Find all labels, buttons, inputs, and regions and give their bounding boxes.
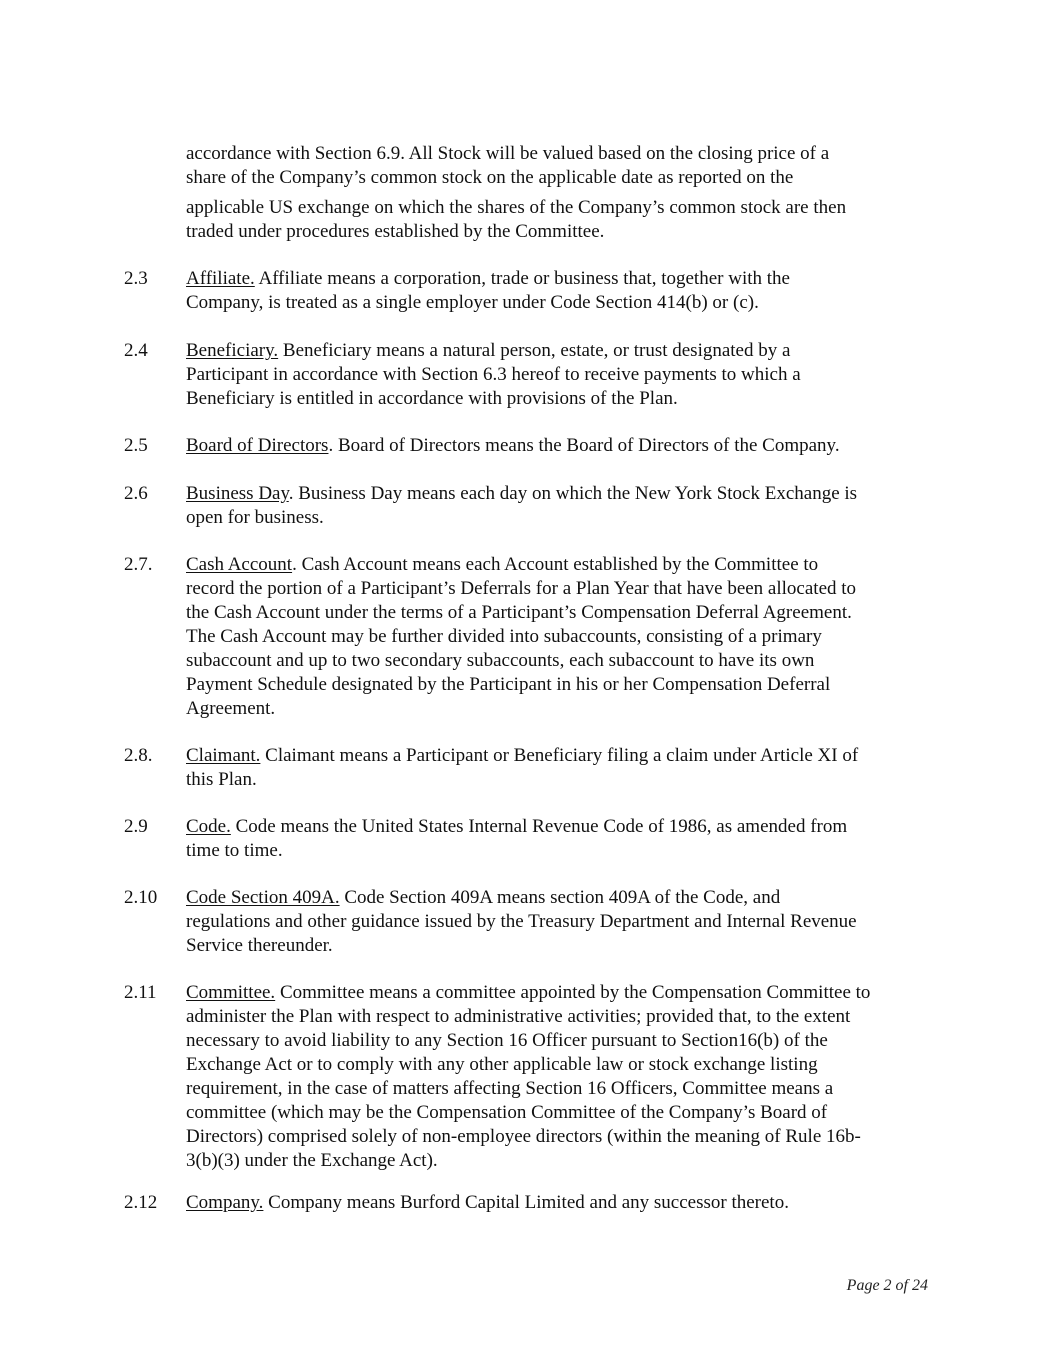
section-text: requirement, in the case of matters affecting Section 16 Officers, Committee means a [186, 1078, 834, 1099]
defined-term: Code. [186, 816, 231, 837]
section-text: necessary to avoid liability to any Section 16 Officer pursuant to Section16(b) of the [186, 1030, 828, 1051]
section-body [186, 267, 931, 315]
section-text: open for business. [186, 507, 324, 528]
section-text: Code means the United States Internal Revenue Code of 1986, as amended from [230, 816, 848, 837]
defined-term: Cash Account [186, 554, 293, 575]
section-text: Code Section 409A means section 409A of the Code, and [339, 887, 781, 908]
section-text: . Cash Account means each Account established by the Committee to [292, 554, 819, 575]
intro-line: traded under procedures established by the Committee. [186, 221, 605, 242]
section-text: The Cash Account may be further divided into subaccounts, consisting of a primary [186, 626, 822, 647]
section-text: Company means Burford Capital Limited and any successor thereto. [263, 1192, 789, 1213]
section-number: 2.8. [124, 745, 153, 766]
section-body [186, 981, 931, 1173]
defined-term: Affiliate. [186, 268, 255, 289]
section-text: Affiliate means a corporation, trade or business that, together with the [254, 268, 790, 289]
section-number: 2.9 [124, 816, 148, 837]
intro-paragraph [186, 142, 926, 244]
section-text: Service thereunder. [186, 935, 333, 956]
defined-term: Board of Directors [186, 435, 329, 456]
section-text: Company, is treated as a single employer under Code Section 414(b) or (c). [186, 292, 759, 313]
section-body [186, 482, 931, 530]
defined-term: Beneficiary. [186, 340, 279, 361]
section-number: 2.7. [124, 554, 153, 575]
defined-term: Committee. [186, 982, 276, 1003]
section-body [186, 434, 931, 458]
intro-line: accordance with Section 6.9. All Stock will be valued based on the closing price of a [186, 143, 830, 164]
section-text: Payment Schedule designated by the Participant in his or her Compensation Deferral [186, 674, 831, 695]
section-text: subaccount and up to two secondary subaccounts, each subaccount to have its own [186, 650, 815, 671]
section-text: 3(b)(3) under the Exchange Act). [186, 1150, 438, 1171]
section-body [186, 339, 931, 411]
section-text: Exchange Act or to comply with any other applicable law or stock exchange listing [186, 1054, 818, 1075]
defined-term: Code Section 409A. [186, 887, 340, 908]
defined-term: Claimant. [186, 745, 261, 766]
section-number: 2.10 [124, 887, 158, 908]
section-body [186, 886, 931, 958]
section-text: Beneficiary is entitled in accordance with provisions of the Plan. [186, 388, 678, 409]
intro-line: share of the Company’s common stock on the applicable date as reported on the [186, 167, 794, 188]
section-number: 2.11 [124, 982, 157, 1003]
section-number: 2.4 [124, 340, 148, 361]
section-text: . Business Day means each day on which the New York Stock Exchange is [288, 483, 858, 504]
section-text: . Board of Directors means the Board of Directors of the Company. [328, 435, 840, 456]
defined-term: Business Day [186, 483, 289, 504]
section-text: administer the Plan with respect to administrative activities; provided that, to the extent [186, 1006, 851, 1027]
section-body [186, 815, 931, 863]
section-text: this Plan. [186, 769, 257, 790]
defined-term: Company. [186, 1192, 264, 1213]
section-text: Committee means a committee appointed by the Compensation Committee to [275, 982, 871, 1003]
section-number: 2.12 [124, 1192, 158, 1213]
section-number: 2.3 [124, 268, 148, 289]
section-text: Agreement. [186, 698, 276, 719]
section-text: record the portion of a Participant’s Deferrals for a Plan Year that have been allocated to [186, 578, 857, 599]
section-body [186, 1191, 931, 1215]
section-text: Claimant means a Participant or Beneficiary filing a claim under Article XI of [260, 745, 859, 766]
section-body [186, 553, 931, 721]
section-number: 2.5 [124, 435, 148, 456]
section-text: the Cash Account under the terms of a Participant’s Compensation Deferral Agreement. [186, 602, 852, 623]
section-text: time to time. [186, 840, 283, 861]
section-text: Beneficiary means a natural person, estate, or trust designated by a [278, 340, 791, 361]
section-text: regulations and other guidance issued by the Treasury Department and Internal Revenue [186, 911, 857, 932]
page-number-footer: Page 2 of 24 [846, 1277, 928, 1294]
section-body [186, 744, 931, 792]
section-text: committee (which may be the Compensation Committee of the Company’s Board of [186, 1102, 828, 1123]
section-text: Directors) comprised solely of non-employee directors (within the meaning of Rule 16b- [186, 1126, 861, 1147]
section-number: 2.6 [124, 483, 148, 504]
section-text: Participant in accordance with Section 6.3 hereof to receive payments to which a [186, 364, 801, 385]
intro-line: applicable US exchange on which the shares of the Company’s common stock are then [186, 197, 847, 218]
